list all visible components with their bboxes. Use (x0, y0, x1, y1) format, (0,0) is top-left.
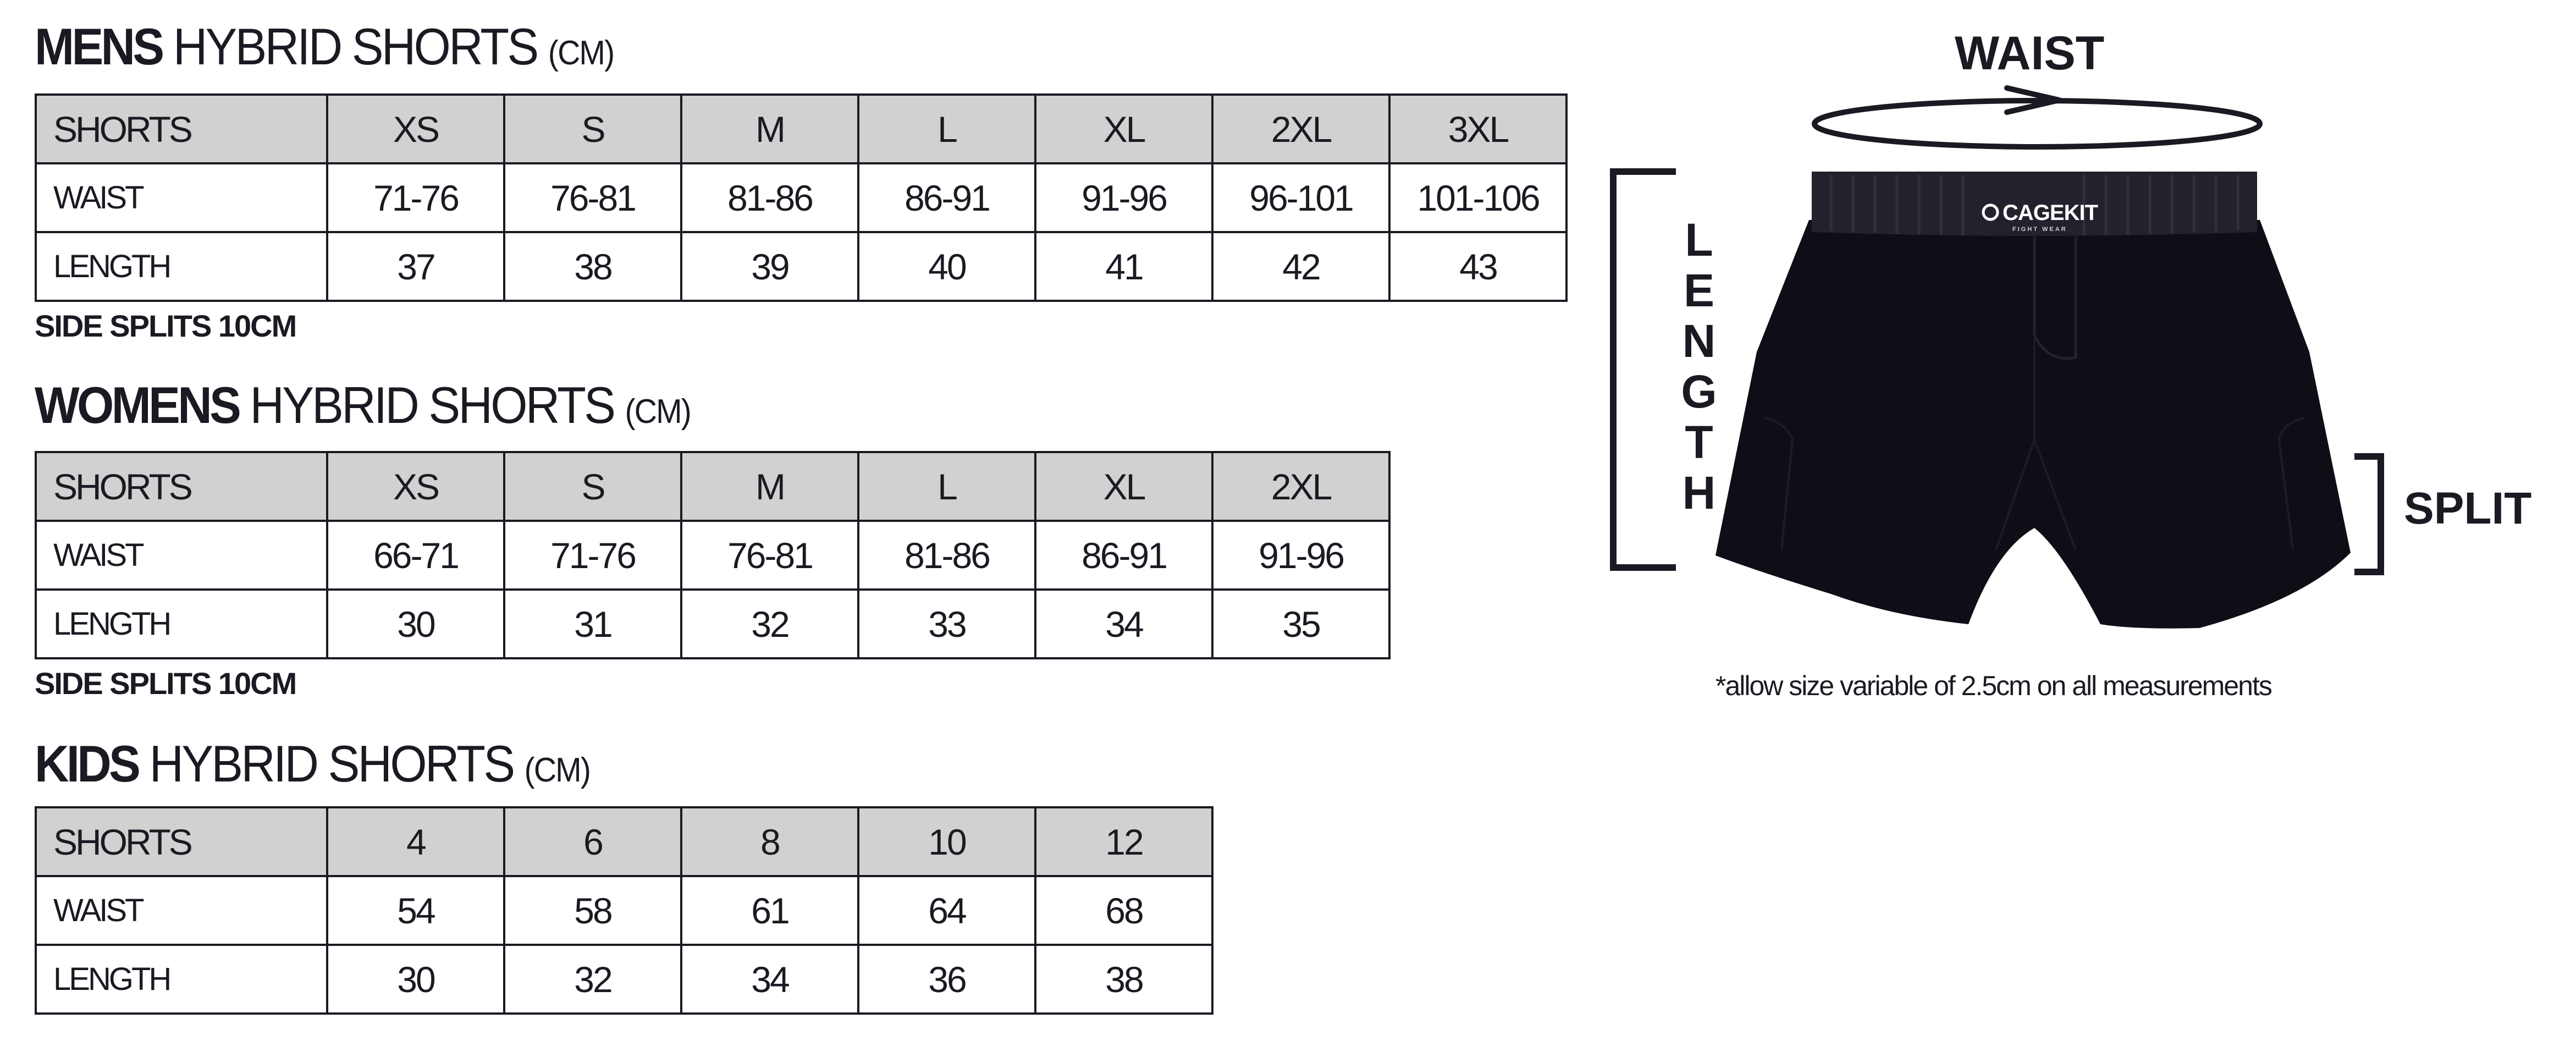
measurement-footnote: *allow size variable of 2.5cm on all measurements (1716, 670, 2271, 701)
table-header-cell: XL (1035, 452, 1212, 521)
table-cell: 81-86 (858, 521, 1035, 590)
table-header-cell: M (681, 452, 858, 521)
length-bracket (1613, 172, 1676, 568)
table-row-label: WAIST (36, 521, 327, 590)
table-header-cell: S (504, 95, 681, 163)
kids-section-title (35, 735, 591, 792)
table-row (36, 163, 1566, 232)
table-cell: 32 (681, 590, 858, 658)
kids-title-rest: HYBRID SHORTS (149, 735, 514, 792)
mens-title-unit: (CM) (548, 34, 614, 72)
table-cell: 101-106 (1389, 163, 1566, 232)
table-row (36, 232, 1566, 301)
table-header-cell: XS (327, 452, 504, 521)
brand-logo: CAGEKIT (2003, 201, 2098, 225)
mens-side-splits-note: SIDE SPLITS 10CM (35, 309, 296, 343)
table-header-cell: XL (1035, 95, 1212, 163)
length-letter: H (1682, 467, 1716, 519)
table-header-cell: 2XL (1212, 95, 1389, 163)
table-header-cell: SHORTS (36, 452, 327, 521)
table-cell: 41 (1035, 232, 1212, 301)
table-cell: 68 (1035, 876, 1212, 945)
table-cell: 38 (1035, 945, 1212, 1014)
womens-side-splits-note: SIDE SPLITS 10CM (35, 666, 296, 701)
table-row (36, 876, 1212, 945)
table-header-cell: L (858, 452, 1035, 521)
table-row-label: LENGTH (36, 945, 327, 1014)
table-cell: 39 (681, 232, 858, 301)
table-row (36, 590, 1389, 658)
table-row-label: WAIST (36, 876, 327, 945)
table-cell: 33 (858, 590, 1035, 658)
table-cell: 54 (327, 876, 504, 945)
table-header-cell: SHORTS (36, 95, 327, 163)
table-cell: 86-91 (1035, 521, 1212, 590)
table-header-cell: XS (327, 95, 504, 163)
mens-title-bold: MENS (35, 18, 162, 75)
table-cell: 76-81 (504, 163, 681, 232)
table-header-cell: 12 (1035, 807, 1212, 876)
table-cell: 96-101 (1212, 163, 1389, 232)
womens-section-title (35, 376, 691, 434)
waist-label: WAIST (1955, 27, 2105, 80)
table-header-row (36, 807, 1212, 876)
mens-size-table (35, 93, 1568, 302)
table-row (36, 521, 1389, 590)
table-cell: 91-96 (1035, 163, 1212, 232)
table-header-cell: 3XL (1389, 95, 1566, 163)
length-letter: T (1685, 416, 1713, 468)
table-row (36, 945, 1212, 1014)
kids-title-bold: KIDS (35, 735, 139, 792)
table-cell: 61 (681, 876, 858, 945)
table-header-cell: SHORTS (36, 807, 327, 876)
table-header-cell: 4 (327, 807, 504, 876)
shorts-measurement-diagram (1595, 22, 2568, 715)
womens-size-table (35, 451, 1391, 659)
table-cell: 43 (1389, 232, 1566, 301)
table-header-cell: 2XL (1212, 452, 1389, 521)
table-cell: 86-91 (858, 163, 1035, 232)
mens-title-rest: HYBRID SHORTS (173, 18, 537, 75)
kids-size-table (35, 806, 1213, 1015)
table-cell: 34 (1035, 590, 1212, 658)
table-cell: 71-76 (504, 521, 681, 590)
womens-title-unit: (CM) (625, 393, 691, 431)
length-letter: L (1685, 214, 1713, 266)
table-cell: 36 (858, 945, 1035, 1014)
table-header-cell: S (504, 452, 681, 521)
table-header-cell: 6 (504, 807, 681, 876)
table-cell: 71-76 (327, 163, 504, 232)
table-row-label: WAIST (36, 163, 327, 232)
table-cell: 34 (681, 945, 858, 1014)
split-label: SPLIT (2404, 483, 2532, 533)
table-cell: 37 (327, 232, 504, 301)
table-header-cell: 10 (858, 807, 1035, 876)
womens-title-rest: HYBRID SHORTS (250, 376, 614, 434)
length-letter: N (1682, 315, 1716, 367)
table-cell: 91-96 (1212, 521, 1389, 590)
length-label (1677, 214, 1721, 518)
table-header-cell: M (681, 95, 858, 163)
table-cell: 81-86 (681, 163, 858, 232)
split-bracket (2354, 456, 2381, 572)
kids-title-unit: (CM) (524, 751, 591, 789)
table-cell: 58 (504, 876, 681, 945)
length-letter: G (1681, 366, 1717, 417)
table-cell: 76-81 (681, 521, 858, 590)
table-row-label: LENGTH (36, 232, 327, 301)
table-cell: 31 (504, 590, 681, 658)
length-letter: E (1683, 265, 1715, 316)
table-header-cell: L (858, 95, 1035, 163)
table-cell: 35 (1212, 590, 1389, 658)
brand-tagline: FIGHT WEAR (2012, 226, 2067, 233)
table-cell: 32 (504, 945, 681, 1014)
table-cell: 42 (1212, 232, 1389, 301)
table-header-row (36, 95, 1566, 163)
table-cell: 30 (327, 945, 504, 1014)
table-cell: 64 (858, 876, 1035, 945)
mens-section-title (35, 18, 614, 75)
table-cell: 66-71 (327, 521, 504, 590)
table-header-cell: 8 (681, 807, 858, 876)
table-cell: 38 (504, 232, 681, 301)
table-cell: 40 (858, 232, 1035, 301)
table-cell: 30 (327, 590, 504, 658)
table-row-label: LENGTH (36, 590, 327, 658)
womens-title-bold: WOMENS (35, 376, 239, 434)
table-header-row (36, 452, 1389, 521)
